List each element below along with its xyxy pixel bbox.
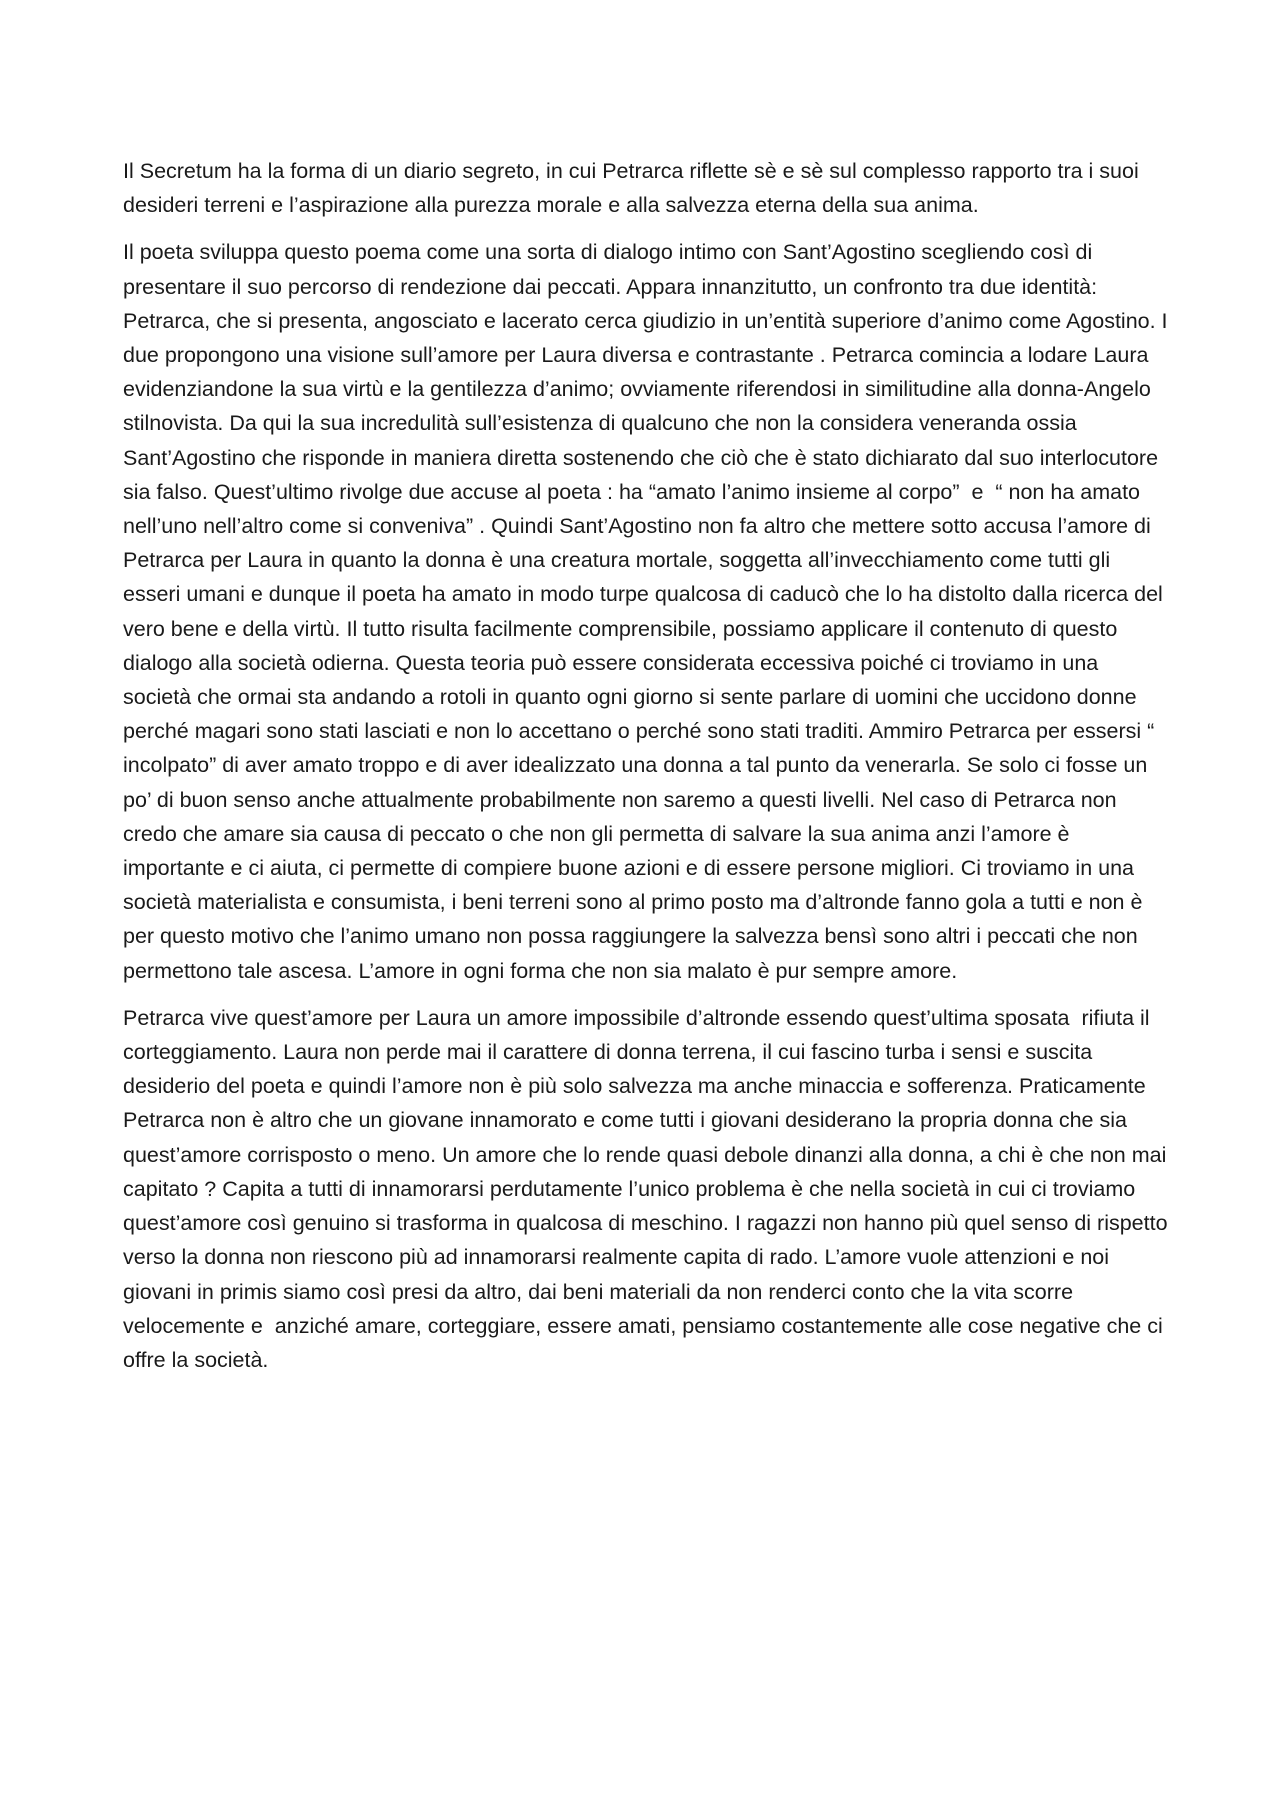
paragraph-secretum-intro: Il Secretum ha la forma di un diario segreto, in cui Petrarca riflette sè e sè sul complesso rapporto tra i suoi desideri terreni e l’aspirazione alla purezza morale e alla salvezza eterna della sua anima. — [123, 159, 1145, 218]
paragraph-dialogo-agostino: Il poeta sviluppa questo poema come una sorta di dialogo intimo con Sant’Agostino scegliendo così di presentare il suo percorso di rendezione dai peccati. Appara innanzitutto, un confronto tra due identità: Petrarca, che si presenta, angosciato e lacerato cerca giudizio in un’entità superiore d’animo come Agostino. I due propongono una visione sull’amore per Laura diversa e contrastante . Petrarca comincia a lodare Laura evidenziandone la sua virtù e la gentilezza d’animo; ovviamente riferendosi in similitudine alla donna-Angelo stilnovista. Da qui la sua incredulità sull’esistenza di qualcuno che non la considera veneranda ossia Sant’Agostino che risponde in maniera diretta sostenendo che ciò che è stato dichiarato dal suo interlocutore sia falso. Quest’ultimo rivolge due accuse al poeta : ha “amato l’animo insieme al corpo” e “ non ha amato nell’uno nell’altro come si conveniva” . Quindi Sant’Agostino non fa altro che mettere sotto accusa l’amore di Petrarca per Laura in quanto la donna è una creatura mortale, soggetta all’invecchiamento come tutti gli esseri umani e dunque il poeta ha amato in modo turpe qualcosa di caducò che lo ha distolto dalla ricerca del vero bene e della virtù. Il tutto risulta facilmente comprensibile, possiamo applicare il contenuto di questo dialogo alla società odierna. Questa teoria può essere considerata eccessiva poiché ci troviamo in una società che ormai sta andando a rotoli in quanto ogni giorno si sente parlare di uomini che uccidono donne perché magari sono stati lasciati e non lo accettano o perché sono stati traditi. Ammiro Petrarca per essersi “ incolpato” di aver amato troppo e di aver idealizzato una donna a tal punto da venerarla. Se solo ci fosse un po’ di buon senso anche attualmente probabilmente non saremo a questi livelli. Nel caso di Petrarca non credo che amare sia causa di peccato o che non gli permetta di salvare la sua anima anzi l’amore è importante e ci aiuta, ci permette di compiere buone azioni e di essere persone migliori. Ci troviamo in una società materialista e consumista, i beni terreni sono al primo posto ma d’altronde fanno gola a tutti e non è per questo motivo che l’animo umano non possa raggiungere la salvezza bensì sono altri i peccati che non permettono tale ascesa. L’amore in ogni forma che non sia malato è pur sempre amore. — [123, 240, 1174, 983]
document-body — [123, 154, 1174, 1390]
paragraph-amore-laura: Petrarca vive quest’amore per Laura un amore impossibile d’altronde essendo quest’ultima sposata rifiuta il corteggiamento. Laura non perde mai il carattere di donna terrena, il cui fascino turba i sensi e suscita desiderio del poeta e quindi l’amore non è più solo salvezza ma anche minaccia e sofferenza. Praticamente Petrarca non è altro che un giovane innamorato e come tutti i giovani desiderano la propria donna che sia quest’amore corrisposto o meno. Un amore che lo rende quasi debole dinanzi alla donna, a chi è che non mai capitato ? Capita a tutti di innamorarsi perdutamente l’unico problema è che nella società in cui ci troviamo quest’amore così genuino si trasforma in qualcosa di meschino. I ragazzi non hanno più quel senso di rispetto verso la donna non riescono più ad innamorarsi realmente capita di rado. L’amore vuole attenzioni e noi giovani in primis siamo così presi da altro, dai beni materiali da non renderci conto che la vita scorre velocemente e anziché amare, corteggiare, essere amati, pensiamo costantemente alle cose negative che ci offre la società. — [123, 1005, 1174, 1372]
